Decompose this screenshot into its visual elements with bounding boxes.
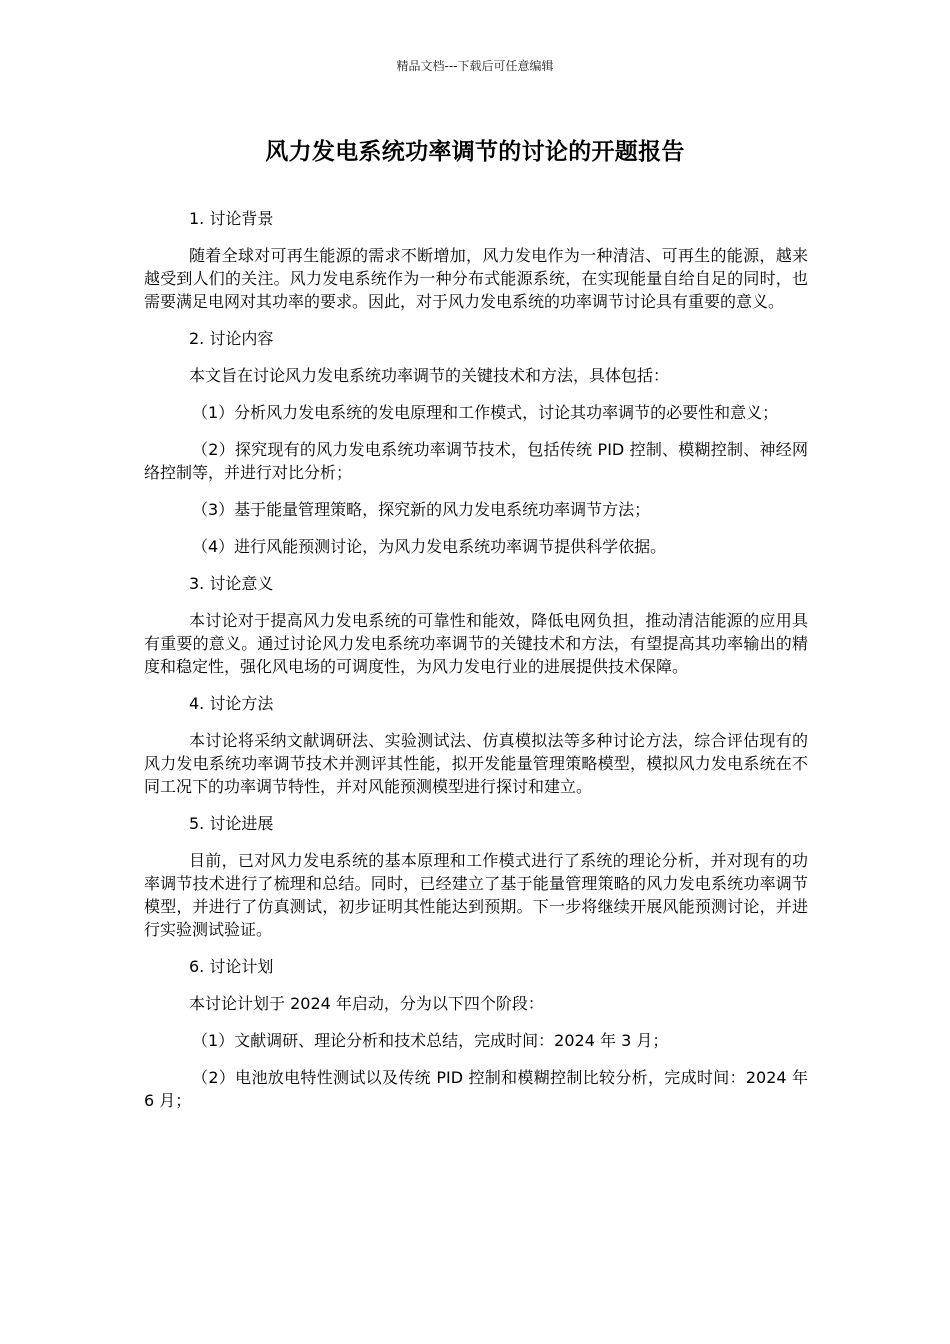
content-list-item: （4）进行风能预测讨论，为风力发电系统功率调节提供科学依据。 bbox=[192, 537, 667, 556]
document-body bbox=[144, 207, 808, 1126]
section-intro-plan: 本讨论计划于 2024 年启动，分为以下四个阶段： bbox=[189, 994, 544, 1013]
section-heading-content: 2. 讨论内容 bbox=[189, 329, 274, 348]
content-list-item: （3）基于能量管理策略，探究新的风力发电系统功率调节方法； bbox=[192, 500, 651, 519]
document-title: 风力发电系统功率调节的讨论的开题报告 bbox=[265, 139, 685, 165]
section-paragraph-background: 随着全球对可再生能源的需求不断增加，风力发电作为一种清洁、可再生的能源，越来越受到人们的关注。风力发电系统作为一种分布式能源系统，在实现能量自给自足的同时，也需要满足电网对其功率的要求。因此，对于风力发电系统的功率调节讨论具有重要的意义。 bbox=[144, 246, 808, 311]
section-heading-progress: 5. 讨论进展 bbox=[189, 814, 274, 833]
page-header: 精品文档---下载后可任意编辑 bbox=[396, 59, 554, 73]
section-paragraph-significance: 本讨论对于提高风力发电系统的可靠性和能效，降低电网负担，推动清洁能源的应用具有重要的意义。通过讨论风力发电系统功率调节的关键技术和方法，有望提高其功率输出的精度和稳定性，强化风电场的可调度性，为风力发电行业的进展提供技术保障。 bbox=[144, 611, 808, 676]
content-list-item: （1）分析风力发电系统的发电原理和工作模式，讨论其功率调节的必要性和意义； bbox=[192, 403, 779, 422]
section-intro-content: 本文旨在讨论风力发电系统功率调节的关键技术和方法，具体包括： bbox=[189, 366, 670, 385]
section-heading-plan: 6. 讨论计划 bbox=[189, 957, 274, 976]
plan-list-item: （1）文献调研、理论分析和技术总结，完成时间：2024 年 3 月； bbox=[192, 1031, 669, 1050]
content-list-item: （2）探究现有的风力发电系统功率调节技术，包括传统 PID 控制、模糊控制、神经网络控制等，并进行对比分析； bbox=[144, 440, 808, 482]
section-heading-significance: 3. 讨论意义 bbox=[189, 574, 274, 593]
plan-list-item: （2）电池放电特性测试以及传统 PID 控制和模糊控制比较分析，完成时间：2024 年 6 月； bbox=[144, 1068, 808, 1110]
section-heading-methods: 4. 讨论方法 bbox=[189, 694, 274, 713]
section-heading-background: 1. 讨论背景 bbox=[189, 209, 274, 228]
section-paragraph-progress: 目前，已对风力发电系统的基本原理和工作模式进行了系统的理论分析，并对现有的功率调节技术进行了梳理和总结。同时，已经建立了基于能量管理策略的风力发电系统功率调节模型，并进行了仿真测试，初步证明其性能达到预期。下一步将继续开展风能预测讨论，并进行实验测试验证。 bbox=[144, 851, 808, 939]
section-paragraph-methods: 本讨论将采纳文献调研法、实验测试法、仿真模拟法等多种讨论方法，综合评估现有的风力发电系统功率调节技术并测评其性能，拟开发能量管理策略模型，模拟风力发电系统在不同工况下的功率调节特性，并对风能预测模型进行探讨和建立。 bbox=[144, 731, 808, 796]
